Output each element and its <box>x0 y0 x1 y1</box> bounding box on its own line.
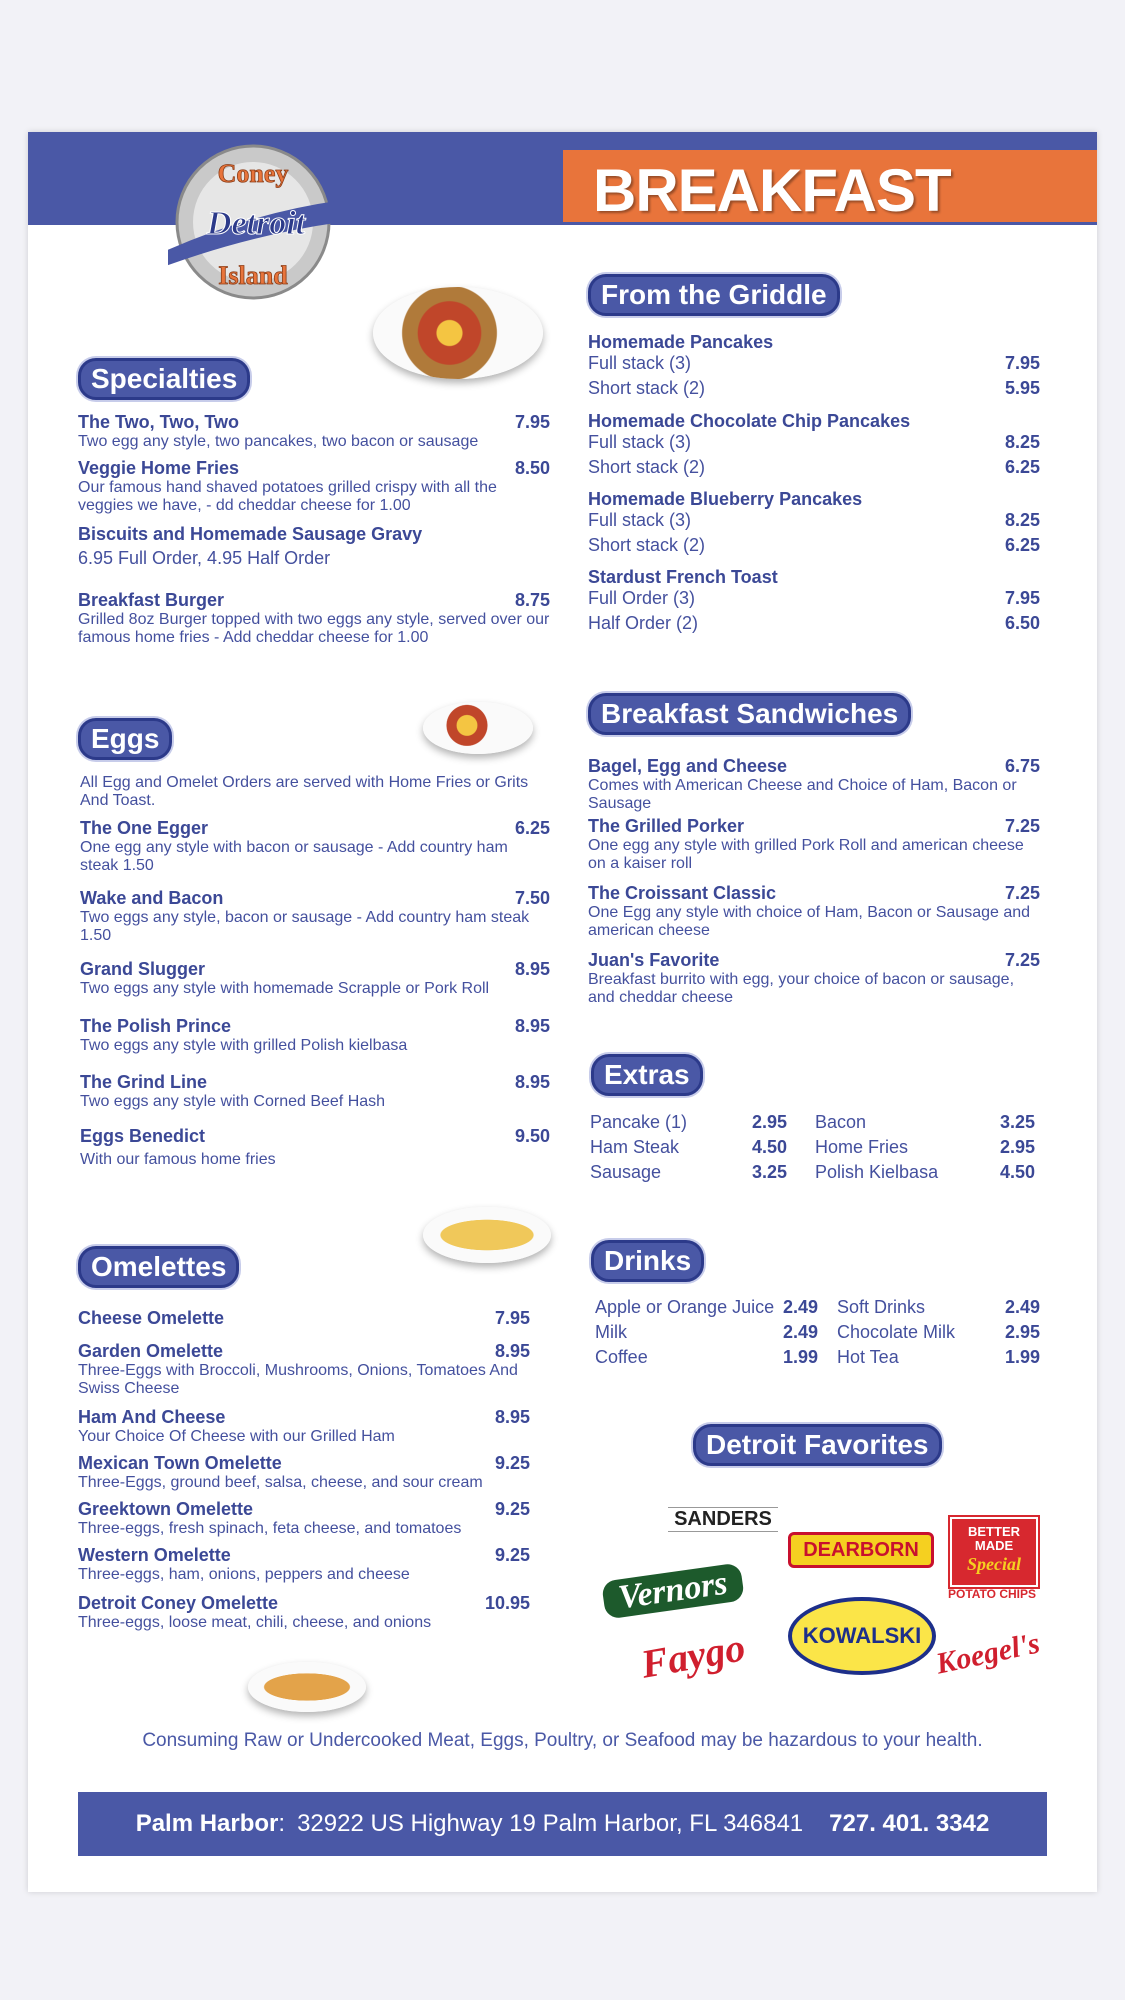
menu-item: Eggs Benedict 9.50 With our famous home fries <box>80 1126 550 1168</box>
menu-item: Detroit Coney Omelette 10.95 Three-eggs, loose meat, chili, cheese, and onions <box>78 1593 530 1631</box>
special-text: Special <box>967 1554 1021 1574</box>
footer-bar <box>78 1792 1047 1856</box>
footer-phone[interactable]: 727. 401. 3342 <box>829 1810 990 1837</box>
coney-omelette-plate-image <box>248 1662 366 1712</box>
koegels-logo: Koegel's <box>933 1626 1043 1681</box>
coney-island-logo <box>168 142 338 302</box>
griddle-group: Homemade Pancakes Full stack (3) 7.95 Short stack (2) 5.95 <box>588 332 1040 398</box>
footer-location: Palm Harbor: <box>135 1810 286 1837</box>
footer-address: 32922 US Highway 19 Palm Harbor, FL 346841 <box>297 1810 804 1837</box>
specialties-heading: Specialties <box>78 358 250 400</box>
menu-item: Mexican Town Omelette 9.25 Three-Eggs, ground beef, salsa, cheese, and sour cream <box>78 1453 530 1491</box>
menu-item: The One Egger 6.25 One egg any style with bacon or sausage - Add country ham steak 1.50 <box>80 818 550 874</box>
brand-logos <box>598 1477 1058 1707</box>
griddle-group: Homemade Chocolate Chip Pancakes Full stack (3) 8.25 Short stack (2) 6.25 <box>588 411 1040 477</box>
omelette-plate-image <box>423 1207 551 1263</box>
eggs-intro: All Egg and Omelet Orders are served with Home Fries or Grits And Toast. <box>80 774 529 809</box>
drinks-section: Apple or Orange Juice 2.49 Soft Drinks 2.49 Milk 2.49 Chocolate Milk 2.95 Coffee 1.99 Hot Tea 1.99 <box>595 1297 1041 1367</box>
drinks-heading: Drinks <box>591 1240 704 1282</box>
eggs-heading: Eggs <box>78 718 172 760</box>
menu-item: Ham And Cheese 8.95 Your Choice Of Cheese with our Grilled Ham <box>78 1407 530 1445</box>
breakfast-plate-image <box>373 287 543 379</box>
menu-item: Biscuits and Homemade Sausage Gravy 6.95 Full Order, 4.95 Half Order <box>78 524 423 568</box>
better-made-text: BETTER MADE <box>968 1524 1020 1553</box>
potato-chips-text: POTATO CHIPS <box>947 1587 1036 1601</box>
menu-item: The Two, Two, Two 7.95 Two egg any style, two pancakes, two bacon or sausage <box>78 412 550 450</box>
griddle-heading: From the Griddle <box>588 274 840 316</box>
omelettes-heading: Omelettes <box>78 1246 239 1288</box>
menu-item: Wake and Bacon 7.50 Two eggs any style, bacon or sausage - Add country ham steak 1.50 <box>80 888 550 944</box>
sandwiches-heading: Breakfast Sandwiches <box>588 693 911 735</box>
menu-item: The Grilled Porker 7.25 One egg any style with grilled Pork Roll and american cheese on a kaiser roll <box>588 816 1040 872</box>
dearborn-logo: DEARBORN <box>788 1532 934 1568</box>
kowalski-logo: KOWALSKI <box>788 1597 936 1675</box>
eggs-plate-image <box>423 702 533 754</box>
vernors-logo: Vernors <box>601 1562 745 1619</box>
menu-item: Garden Omelette 8.95 Three-Eggs with Broccoli, Mushrooms, Onions, Tomatoes And Swiss Cheese <box>78 1341 530 1397</box>
page-title: BREAKFAST <box>593 157 951 224</box>
menu-item: The Croissant Classic 7.25 One Egg any style with choice of Ham, Bacon or Sausage and american cheese <box>588 883 1040 939</box>
faygo-logo: Faygo <box>637 1624 749 1687</box>
logo-mid-text: Detroit <box>206 205 306 242</box>
sanders-logo: SANDERS <box>668 1507 778 1532</box>
griddle-group: Stardust French Toast Full Order (3) 7.95 Half Order (2) 6.50 <box>588 567 1040 633</box>
menu-item: Breakfast Burger 8.75 Grilled 8oz Burger topped with two eggs any style, served over our famous home fries - Add cheddar cheese for 1.00 <box>78 590 550 646</box>
menu-item: Greektown Omelette 9.25 Three-eggs, fresh spinach, feta cheese, and tomatoes <box>78 1499 530 1537</box>
menu-item: Grand Slugger 8.95 Two eggs any style with homemade Scrapple or Pork Roll <box>80 959 550 997</box>
extras-heading: Extras <box>591 1054 703 1096</box>
menu-item: Juan's Favorite 7.25 Breakfast burrito with egg, your choice of bacon or sausage, and cheddar cheese <box>588 950 1040 1006</box>
extras-section: Pancake (1) 2.95 Bacon 3.25 Ham Steak 4.50 Home Fries 2.95 Sausage 3.25 Polish Kielbasa 4.50 <box>590 1112 1036 1182</box>
menu-item: Bagel, Egg and Cheese 6.75 Comes with American Cheese and Choice of Ham, Bacon or Sausage <box>588 756 1040 812</box>
better-made-logo <box>950 1517 1038 1587</box>
menu-item: Veggie Home Fries 8.50 Our famous hand shaved potatoes grilled crispy with all the veggies we have, - dd cheddar cheese for 1.00 <box>78 458 550 514</box>
griddle-group: Homemade Blueberry Pancakes Full stack (3) 8.25 Short stack (2) 6.25 <box>588 489 1040 555</box>
logo-top-text: Coney <box>217 159 289 188</box>
menu-item: Western Omelette 9.25 Three-eggs, ham, onions, peppers and cheese <box>78 1545 530 1583</box>
eggs-section <box>80 774 560 1168</box>
menu-item: The Polish Prince 8.95 Two eggs any style with grilled Polish kielbasa <box>80 1016 550 1054</box>
logo-bot-text: Island <box>218 261 288 290</box>
favorites-heading: Detroit Favorites <box>693 1424 942 1466</box>
menu-item: The Grind Line 8.95 Two eggs any style with Corned Beef Hash <box>80 1072 550 1110</box>
menu-page <box>28 132 1097 1892</box>
health-warning: Consuming Raw or Undercooked Meat, Eggs, Poultry, or Seafood may be hazardous to your health. <box>142 1730 983 1751</box>
menu-item: Cheese Omelette 7.95 <box>78 1308 530 1328</box>
